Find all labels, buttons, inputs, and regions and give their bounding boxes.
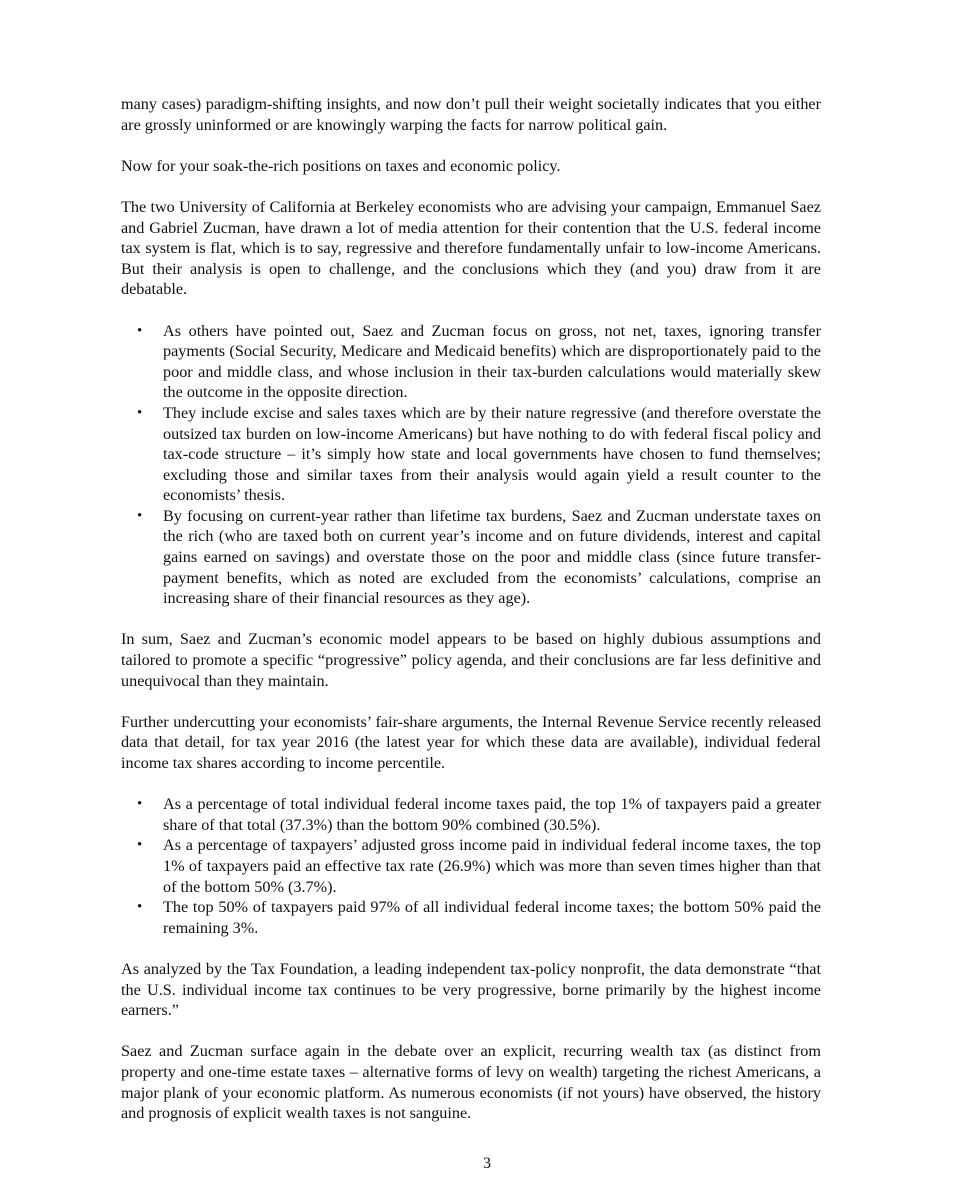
bullet-icon: •: [137, 796, 143, 813]
bullet-list-critiques: [121, 321, 821, 609]
paragraph-irs-data: Further undercutting your economists’ fair-share arguments, the Internal Revenue Service recently released data that detail, for tax year 2016 (the latest year for which these data are available), individual federal income tax shares according to income percentile.: [121, 712, 821, 772]
list-item: [137, 835, 821, 897]
bullet-icon: •: [137, 899, 143, 916]
list-item: [137, 403, 821, 506]
paragraph-berkeley-economists: The two University of California at Berkeley economists who are advising your campaign, Emmanuel Saez and Gabriel Zucman, have drawn a lot of media attention for their contention that the U.S. federal income tax system is flat, which is to say, regressive and therefore fundamentally unfair to low-income Americans. But their analysis is open to challenge, and the conclusions which they (and you) draw from it are debatable.: [121, 197, 821, 299]
list-item-text: The top 50% of taxpayers paid 97% of all individual federal income taxes; the bottom 50% paid the remaining 3%.: [163, 898, 821, 937]
bullet-list-irs-findings: [121, 794, 821, 938]
bullet-icon: •: [137, 404, 143, 421]
list-item: [137, 794, 821, 835]
list-item-text: As others have pointed out, Saez and Zucman focus on gross, not net, taxes, ignoring transfer payments (Social Security, Medicare and Medicaid benefits) which are disproportionately paid to the poor and middle class, and whose inclusion in their tax-burden calculations would materially skew the outcome in the opposite direction.: [163, 321, 821, 402]
paragraph-in-sum: In sum, Saez and Zucman’s economic model appears to be based on highly dubious assumptions and tailored to promote a specific “progressive” policy agenda, and their conclusions are far less definitive and unequivocal than they maintain.: [121, 630, 821, 690]
bullet-icon: •: [137, 837, 143, 854]
list-item-text: By focusing on current-year rather than lifetime tax burdens, Saez and Zucman understate taxes on the rich (who are taxed both on current year’s income and on future dividends, interest and capital gains earned on savings) and overstate those on the poor and middle class (since future transfer-payment benefits, which as noted are excluded from the economists’ calculations, comprise an increasing share of their financial resources as they age).: [163, 506, 821, 608]
list-item-text: As a percentage of taxpayers’ adjusted gross income paid in individual federal income taxes, the top 1% of taxpayers paid an effective tax rate (26.9%) which was more than seven times higher than that of the bottom 50% (3.7%).: [163, 836, 821, 896]
list-item: [137, 506, 821, 609]
bullet-icon: •: [137, 322, 143, 339]
paragraph-opening-continuation: many cases) paradigm-shifting insights, and now don’t pull their weight societally indicates that you either are grossly uninformed or are knowingly warping the facts for narrow political gain.: [121, 95, 821, 134]
list-item: [137, 321, 821, 403]
list-item-text: As a percentage of total individual federal income taxes paid, the top 1% of taxpayers paid a greater share of that total (37.3%) than the bottom 90% combined (30.5%).: [163, 795, 821, 834]
page-number: 3: [483, 1155, 491, 1172]
bullet-icon: •: [137, 507, 143, 524]
paragraph-tax-policy-intro: Now for your soak-the-rich positions on taxes and economic policy.: [121, 156, 561, 175]
list-item: [137, 897, 821, 938]
list-item-text: They include excise and sales taxes which are by their nature regressive (and therefore overstate the outsized tax burden on low-income Americans) but have nothing to do with federal fiscal policy and tax-code structure – it’s simply how state and local governments have chosen to fund themselves; excluding those and similar taxes from their analysis would again yield a result counter to the economists’ thesis.: [163, 403, 821, 505]
paragraph-tax-foundation: As analyzed by the Tax Foundation, a leading independent tax-policy nonprofit, the data demonstrate “that the U.S. individual income tax continues to be very progressive, borne primarily by the highest income earners.”: [121, 959, 821, 1020]
document-body: [121, 94, 821, 1144]
paragraph-wealth-tax: Saez and Zucman surface again in the debate over an explicit, recurring wealth tax (as distinct from property and one-time estate taxes – alternative forms of levy on wealth) targeting the richest Americans, a major plank of your economic platform. As numerous economists (if not yours) have observed, the history and prognosis of explicit wealth taxes is not sanguine.: [121, 1042, 821, 1123]
